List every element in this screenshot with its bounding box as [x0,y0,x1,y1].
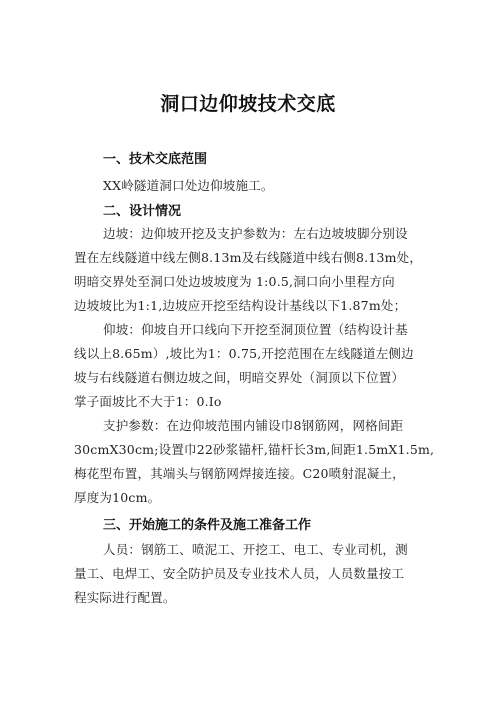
paragraph-line: 边坡：边仰坡开挖及支护参数为：左右边坡坡脚分别设 [103,226,408,241]
section-1-heading: 一、技术交底范围 [103,152,208,167]
paragraph-line: 30cmX30cm;设置巾22砂浆锚杆,锚杆长3m,间距1.5mX1.5m, [74,442,435,457]
paragraph-line: 坡与右线隧道右侧边坡之间，明暗交界处（洞顶以下位置） [74,370,405,385]
paragraph-line: 边坡坡比为1:1,边坡应开挖至结构设计基线以下1.87m处； [74,298,407,313]
paragraph-line: 量工、电焊工、安全防护员及专业技术人员，人员数量按工 [74,566,405,581]
paragraph-line: 梅花型布置，其端头与钢筋网焊接连接。C20喷射混凝土， [74,466,405,481]
section-3-heading: 三、开始施工的条件及施工准备工作 [103,518,312,533]
paragraph-line: 程实际进行配置。 [74,590,176,605]
paragraph-line: 线以上8.65m）,坡比为1：0.75,开挖范围在左线隧道左侧边 [74,346,414,361]
paragraph-line: 置在左线隧道中线左侧8.13m及右线隧道中线右侧8.13m处， [74,250,423,265]
paragraph-line: 仰坡：仰坡自开口线向下开挖至洞顶位置（结构设计基 [103,322,408,337]
section-1-text: XX岭隧道洞口处边仰坡施工。 [103,178,274,193]
document-title: 洞口边仰坡技术交底 [160,93,336,115]
section-2-heading: 二、设计情况 [103,204,182,219]
paragraph-line: 支护参数：在边仰坡范围内铺设巾8钢筋网，网格间距 [103,418,404,433]
paragraph-line: 明暗交界处至洞口处边坡坡度为 1:0.5,洞口向小里程方向 [74,274,395,289]
paragraph-line: 厚度为10cm。 [74,490,161,505]
paragraph-line: 掌子面坡比不大于1：0.Io [74,394,222,409]
paragraph-line: 人员：钢筋工、喷泥工、开挖工、电工、专业司机，测 [103,542,408,557]
